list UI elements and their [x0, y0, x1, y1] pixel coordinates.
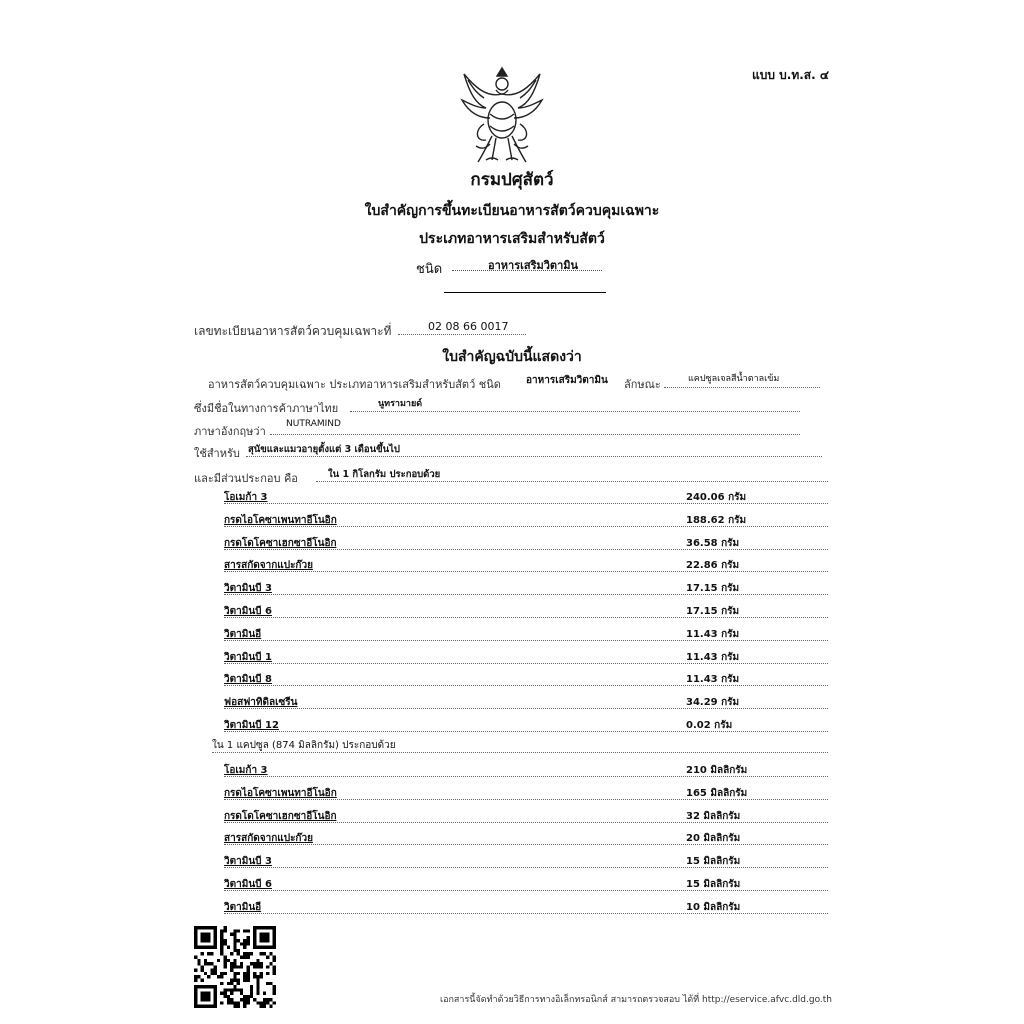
composition-label: และมีส่วนประกอบ คือ: [194, 472, 298, 485]
header-divider: [444, 292, 606, 293]
row-dotted-line: [224, 731, 828, 732]
ingredient-amount: 20 มิลลิกรัม: [686, 833, 741, 845]
ingredient-amount: 11.43 กรัม: [686, 628, 740, 640]
ingredient-amount: 15 มิลลิกรัม: [686, 856, 741, 868]
ingredient-amount: 11.43 กรัม: [686, 674, 740, 686]
ingredient-name: กรดไอโคซาเพนทาอีโนอิก: [224, 514, 337, 526]
ingredient-name: วิตามินอี: [224, 628, 262, 640]
registration-dotted-line: [398, 334, 526, 335]
ingredient-name: ฟอสฟาทิดิลเซรีน: [224, 697, 298, 709]
ingredient-name: กรดโดโคซาเฮกซาอีโนอิก: [224, 810, 337, 822]
kind-value: อาหารเสริมวิตามิน: [488, 259, 579, 272]
ingredient-name: วิตามินบี 6: [224, 879, 272, 890]
registration-number: 02 08 66 0017: [428, 320, 509, 333]
ingredient-amount: 240.06 กรัม: [686, 492, 747, 503]
ingredient-name: โอเมก้า 3: [224, 765, 268, 776]
document-title: ใบสำคัญการขึ้นทะเบียนอาหารสัตว์ควบคุมเฉพาะ: [364, 203, 660, 219]
ingredient-amount: 0.02 กรัม: [686, 720, 733, 731]
registration-label: เลขทะเบียนอาหารสัตว์ควบคุมเฉพาะที่: [194, 324, 392, 338]
form-code: แบบ บ.ท.ส. ๔: [752, 68, 829, 82]
english-name-dotted-line: [270, 434, 800, 435]
ingredient-amount: 17.15 กรัม: [686, 606, 740, 617]
ingredient-name: วิตามินบี 3: [224, 856, 272, 868]
ingredient-name: สารสกัดจากแปะก๊วย: [224, 833, 313, 845]
intended-use-value: สุนัขและแมวอายุตั้งแต่ 3 เดือนขึ้นไป: [248, 444, 400, 455]
ingredient-name: วิตามินบี 6: [224, 606, 272, 617]
ingredient-amount: 10 มิลลิกรัม: [686, 901, 741, 913]
ingredient-amount: 165 มิลลิกรัม: [686, 787, 748, 799]
product-form-label: ลักษณะ: [624, 378, 661, 391]
qr-code-icon[interactable]: [194, 926, 276, 1008]
product-form-value: แคปซูลเจลสีน้ำตาลเข้ม: [688, 374, 780, 384]
product-type-value: อาหารเสริมวิตามิน: [526, 375, 608, 386]
kind-label: ชนิด: [416, 262, 443, 277]
document-subtitle: ประเภทอาหารเสริมสำหรับสัตว์: [419, 231, 605, 247]
ingredient-amount: 188.62 กรัม: [686, 514, 747, 526]
ingredient-name: วิตามินบี 12: [224, 720, 279, 731]
ingredient-amount: 17.15 กรัม: [686, 583, 740, 595]
ingredient-amount: 36.58 กรัม: [686, 537, 740, 549]
ingredient-name: วิตามินบี 3: [224, 583, 272, 595]
product-type-label: อาหารสัตว์ควบคุมเฉพาะ ประเภทอาหารเสริมสำหรับสัตว์ ชนิด: [208, 378, 501, 391]
ingredient-amount: 32 มิลลิกรัม: [686, 810, 741, 822]
ingredient-name: กรดไอโคซาเพนทาอีโนอิก: [224, 787, 337, 799]
ingredient-name: สารสกัดจากแปะก๊วย: [224, 560, 313, 572]
ingredient-amount: 11.43 กรัม: [686, 651, 740, 663]
garuda-emblem-icon: [456, 64, 548, 168]
thai-name-value: นูทรามายด์: [378, 399, 423, 409]
ingredient-amount: 15 มิลลิกรัม: [686, 879, 741, 890]
certificate-heading: ใบสำคัญฉบับนี้แสดงว่า: [442, 349, 582, 365]
ingredient-name: วิตามินอี: [224, 901, 262, 913]
department-name: กรมปศุสัตว์: [470, 170, 554, 190]
thai-name-label: ซึ่งมีชื่อในทางการค้าภาษาไทย: [194, 402, 339, 415]
ingredient-amount: 34.29 กรัม: [686, 697, 740, 709]
composition-value: ใน 1 กิโลกรัม ประกอบด้วย: [328, 469, 441, 480]
ingredient-name: วิตามินบี 8: [224, 674, 272, 686]
english-name-label: ภาษาอังกฤษว่า: [194, 425, 266, 438]
english-name-value: NUTRAMIND: [286, 419, 341, 429]
capsule-heading: ใน 1 แคปซูล (874 มิลลิกรัม) ประกอบด้วย: [212, 740, 396, 751]
ingredient-name: โอเมก้า 3: [224, 492, 268, 503]
product-form-dotted-line: [664, 387, 820, 388]
thai-name-dotted-line: [350, 411, 800, 412]
ingredient-name: กรดโดโคซาเฮกซาอีโนอิก: [224, 537, 337, 549]
ingredient-name: วิตามินบี 1: [224, 651, 272, 663]
intended-use-label: ใช้สำหรับ: [194, 447, 240, 460]
ingredient-amount: 210 มิลลิกรัม: [686, 765, 748, 776]
footer-note: เอกสารนี้จัดทำด้วยวิธีการทางอิเล็กทรอนิกส์ สามารถตรวจสอบ ได้ที่ http://eservice.afvc.dld.go.th: [440, 995, 833, 1005]
ingredient-amount: 22.86 กรัม: [686, 560, 740, 572]
